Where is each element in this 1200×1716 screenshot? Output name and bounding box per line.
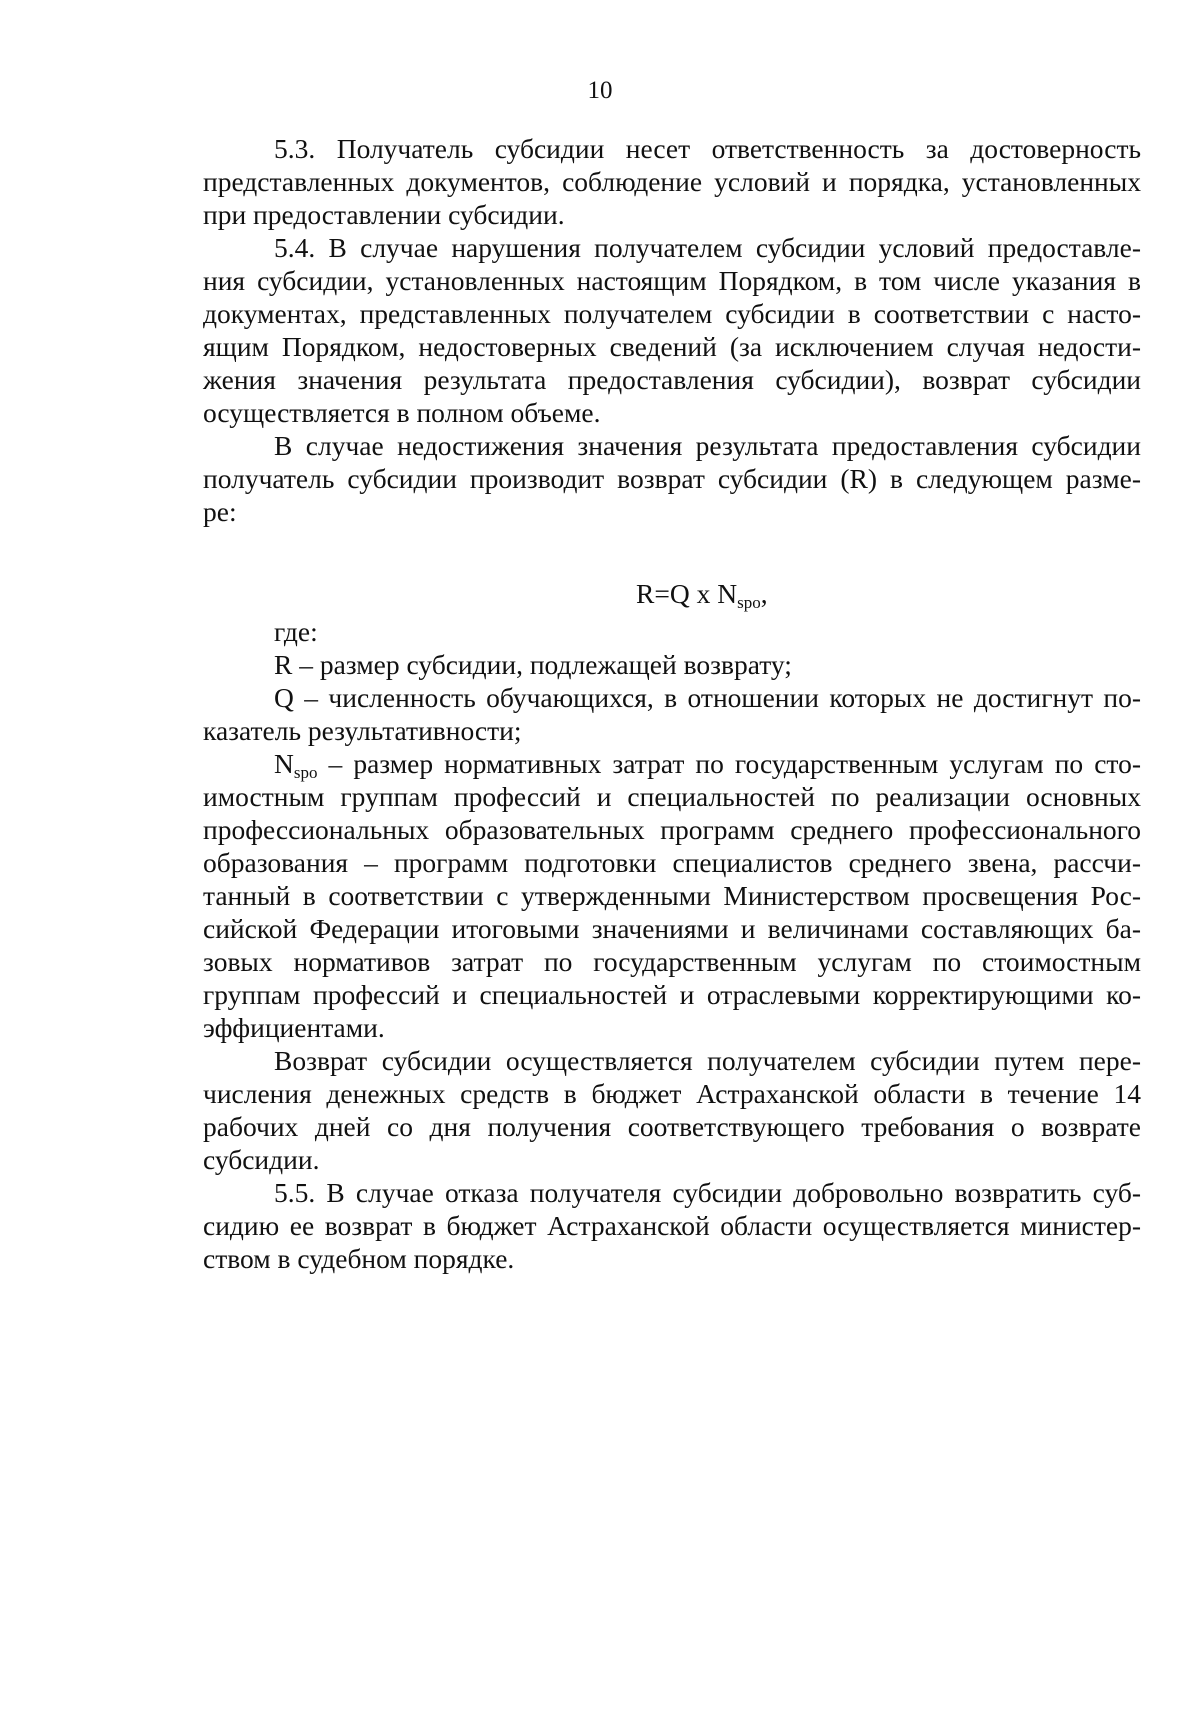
text-line: R – размер субсидии, подлежащей возврату; [274,649,792,680]
text-line: ящим Порядком, недостоверных сведений (за исключением случая недости- [203,331,1141,362]
text-line: 5.3. Получатель субсидии несет ответственность за достоверность [274,133,1141,164]
text-line: рабочих дней со дня получения соответствующего требования о возврате [203,1111,1141,1142]
text-line: при предоставлении субсидии. [203,199,565,230]
text-line: ством в судебном порядке. [203,1243,515,1274]
text-line: сидию ее возврат в бюджет Астраханской области осуществляется министер- [203,1210,1141,1241]
formula-main: R=Q x N [636,578,738,609]
text-line: сийской Федерации итоговыми значениями и величинами составляющих ба- [203,913,1141,944]
nspo-symbol-subscript: spo [293,763,318,782]
definition-q [203,681,1141,747]
document-body [203,132,1141,1275]
text-line: документах, представленных получателем субсидии в соответствии с насто- [203,298,1141,329]
paragraph-5-3 [203,132,1141,231]
formula-subscript: spo [737,593,761,612]
text-line: образования – программ подготовки специалистов среднего звена, рассчи- [203,847,1141,878]
where-label: где: [274,616,318,647]
text-line: профессиональных образовательных программ среднего профессионального [203,814,1141,845]
text-line: В случае недостижения значения результата предоставления субсидии [274,430,1141,461]
text-line [203,747,1141,780]
paragraph-refund [203,1044,1141,1176]
formula-trailing: , [760,578,768,609]
text-line: осуществляется в полном объеме. [203,397,601,428]
definition-nspo [203,747,1141,1044]
text-line: жения значения результата предоставления субсидии), возврат субсидии [203,364,1141,395]
text-line: имостным группам профессий и специальностей по реализации основных [203,781,1141,812]
text-line: Возврат субсидии осуществляется получателем субсидии путем пере- [274,1045,1141,1076]
text-line: 5.5. В случае отказа получателя субсидии добровольно возвратить суб- [274,1177,1141,1208]
text-line: получатель субсидии производит возврат субсидии (R) в следующем разме- [203,463,1141,494]
text-line: казатель результативности; [203,715,522,746]
text-line: Q – численность обучающихся, в отношении которых не достигнут по- [274,682,1141,713]
nspo-symbol: N [274,748,294,779]
page-number: 10 [587,77,613,104]
nspo-first-line-rest: – размер нормативных затрат по государственным услугам по сто- [317,748,1141,779]
paragraph-5-5 [203,1176,1141,1275]
text-line: представленных документов, соблюдение условий и порядка, установленных [203,166,1141,197]
text-line: эффициентами. [203,1012,385,1043]
text-line: танный в соответствии с утвержденными Министерством просвещения Рос- [203,880,1141,911]
text-line: ре: [203,496,237,527]
text-line: зовых нормативов затрат по государственным услугам по стоимостным [203,946,1141,977]
text-line: группам профессий и специальностей и отраслевыми корректирующими ко- [203,979,1141,1010]
text-line: ния субсидии, установленных настоящим Порядком, в том числе указания в [203,265,1141,296]
refund-formula [203,573,1141,615]
definition-r [203,648,1141,681]
text-line: числения денежных средств в бюджет Астраханской области в течение 14 [203,1078,1141,1109]
text-line: 5.4. В случае нарушения получателем субсидии условий предоставле- [274,232,1141,263]
text-line: субсидии. [203,1144,320,1175]
paragraph-5-4 [203,231,1141,429]
where-label-block [203,615,1141,648]
paragraph-shortfall [203,429,1141,528]
